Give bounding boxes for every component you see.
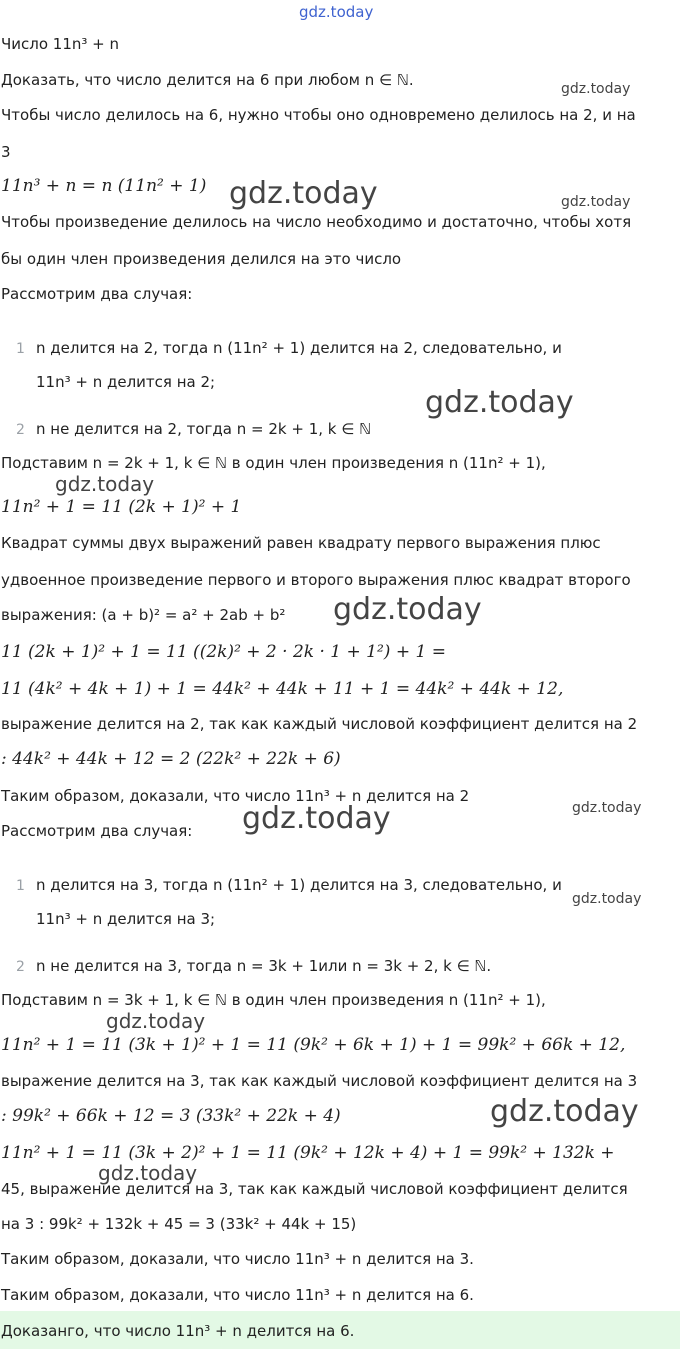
text-line: удвоенное произведение первого и второго выражения плюс квадрат второго <box>1 571 631 589</box>
watermark: gdz.today <box>561 194 631 210</box>
watermark: gdz.today <box>561 81 631 97</box>
watermark: gdz.today <box>242 801 391 836</box>
math-line: : 99k² + 66k + 12 = 3 (33k² + 22k + 4) <box>1 1106 341 1126</box>
text-line: Квадрат суммы двух выражений равен квадрату первого выражения плюс <box>1 534 601 552</box>
text-line: выражение делится на 2, так как каждый числовой коэффициент делится на 2 <box>1 715 638 733</box>
watermark: gdz.today <box>98 1161 198 1185</box>
watermark: gdz.today <box>106 1009 206 1033</box>
watermark: gdz.today <box>425 385 574 420</box>
math-line: 11 (2k + 1)² + 1 = 11 ((2k)² + 2 · 2k · 1 + 1²) + 1 = <box>1 642 446 662</box>
watermark: gdz.today <box>572 800 642 816</box>
math-line: 11 (4k² + 4k + 1) + 1 = 44k² + 44k + 11 + 1 = 44k² + 44k + 12, <box>1 679 564 699</box>
watermark: gdz.today <box>572 891 642 907</box>
list-number: 1 <box>16 878 25 894</box>
watermark: gdz.today <box>490 1094 639 1129</box>
list-item <box>16 874 562 897</box>
text-line: на 3 : 99k² + 132k + 45 = 3 (33k² + 44k + 15) <box>1 1215 357 1233</box>
list-number: 2 <box>16 422 25 438</box>
text-line: Таким образом, доказали, что число 11n³ + n делится на 3. <box>1 1250 474 1268</box>
problem-title: Число 11n³ + n <box>1 35 120 53</box>
text-line: Чтобы число делилось на 6, нужно чтобы оно одновремено делилось на 2, и на <box>1 106 636 124</box>
math-line: 11n² + 1 = 11 (3k + 1)² + 1 = 11 (9k² + 6k + 1) + 1 = 99k² + 66k + 12, <box>1 1035 626 1055</box>
math-line: 11n² + 1 = 11 (3k + 2)² + 1 = 11 (9k² + 12k + 4) + 1 = 99k² + 132k + <box>1 1143 615 1163</box>
watermark-top: gdz.today <box>299 3 374 21</box>
list-item <box>16 337 562 360</box>
watermark: gdz.today <box>55 472 155 496</box>
text-line: Таким образом, доказали, что число 11n³ + n делится на 6. <box>1 1286 474 1304</box>
list-item <box>16 418 371 441</box>
list-number: 1 <box>16 341 25 357</box>
problem-statement: Доказать, что число делится на 6 при любом n ∈ ℕ. <box>1 71 414 89</box>
list-item-text: n не делится на 2, тогда n = 2k + 1, k ∈ ℕ <box>36 420 372 438</box>
math-line: 11n² + 1 = 11 (2k + 1)² + 1 <box>1 497 242 517</box>
conclusion-banner <box>0 1311 680 1349</box>
text-line: выражения: (a + b)² = a² + 2ab + b² <box>1 606 286 624</box>
text-line: Рассмотрим два случая: <box>1 822 193 840</box>
list-item-continuation: 11n³ + n делится на 3; <box>36 910 216 928</box>
text-line: Таким образом, доказали, что число 11n³ + n делится на 2 <box>1 787 470 805</box>
text-line: 45, выражение делится на 3, так как каждый числовой коэффициент делится <box>1 1180 628 1198</box>
text-line: Подставим n = 2k + 1, k ∈ ℕ в один член произведения n (11n² + 1), <box>1 454 546 472</box>
text-line: выражение делится на 3, так как каждый числовой коэффициент делится на 3 <box>1 1072 638 1090</box>
watermark: gdz.today <box>333 592 482 627</box>
list-item-text: n делится на 3, тогда n (11n² + 1) делится на 3, следовательно, и <box>36 876 562 894</box>
list-number: 2 <box>16 959 25 975</box>
text-line: Рассмотрим два случая: <box>1 285 193 303</box>
text-line: Подставим n = 3k + 1, k ∈ ℕ в один член произведения n (11n² + 1), <box>1 991 546 1009</box>
text-line: бы один член произведения делился на это число <box>1 250 402 268</box>
text-line: Чтобы произведение делилось на число необходимо и достаточно, чтобы хотя <box>1 213 632 231</box>
list-item-text: n не делится на 3, тогда n = 3k + 1или n = 3k + 2, k ∈ ℕ. <box>36 957 492 975</box>
conclusion-text: Доказанго, что число 11n³ + n делится на 6. <box>1 1322 355 1340</box>
list-item-continuation: 11n³ + n делится на 2; <box>36 373 216 391</box>
text-line: 3 <box>1 143 11 161</box>
math-line: : 44k² + 44k + 12 = 2 (22k² + 22k + 6) <box>1 749 341 769</box>
watermark: gdz.today <box>229 176 378 211</box>
math-line: 11n³ + n = n (11n² + 1) <box>1 176 207 196</box>
list-item <box>16 955 491 978</box>
list-item-text: n делится на 2, тогда n (11n² + 1) делится на 2, следовательно, и <box>36 339 562 357</box>
